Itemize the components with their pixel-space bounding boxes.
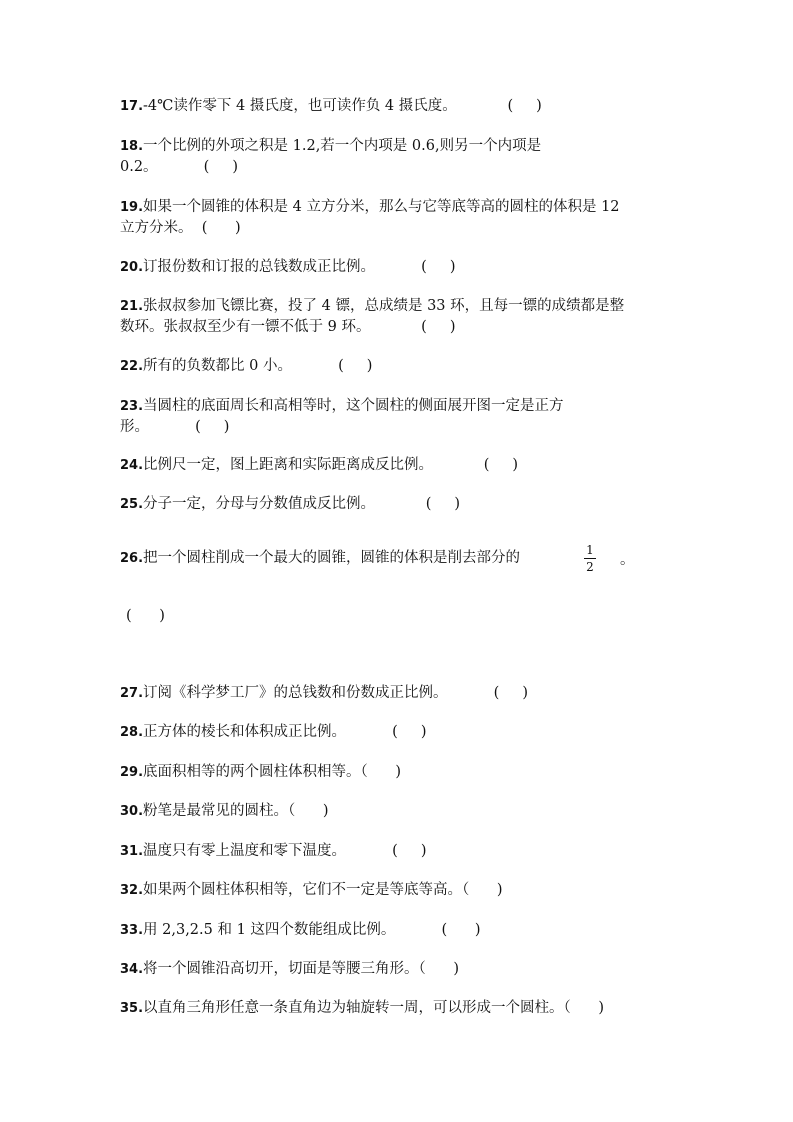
question-text: 温度只有零上温度和零下温度。 ( ): [143, 843, 427, 859]
question-26: [120, 548, 680, 569]
question-text: 比例尺一定，图上距离和实际距离成反比例。 ( ): [143, 457, 519, 473]
question-29: [120, 762, 680, 783]
question-number: 31.: [120, 844, 144, 859]
fraction-numerator: 1: [586, 543, 594, 557]
question-text: -4℃读作零下 4 摄氏度，也可读作负 4 摄氏度。 ( ): [143, 98, 542, 114]
question-number: 28.: [120, 725, 144, 740]
question-number: 26.: [120, 551, 144, 566]
question-number: 20.: [120, 260, 144, 275]
question-text: 将一个圆锥沿高切开，切面是等腰三角形。（ ): [143, 961, 460, 977]
question-number: 18.: [120, 139, 144, 154]
question-number: 19.: [120, 200, 144, 215]
question-32: [120, 880, 680, 901]
question-number: 29.: [120, 765, 144, 780]
question-35: [120, 998, 680, 1019]
fraction-bar: [584, 558, 596, 559]
question-number: 35.: [120, 1001, 144, 1016]
question-27: [120, 683, 680, 704]
question-34: [120, 959, 680, 980]
question-text: 把一个圆柱削成一个最大的圆锥，圆锥的体积是削去部分的: [143, 550, 521, 566]
question-text: 所有的负数都比 0 小。 ( ): [143, 358, 373, 374]
question-number: 33.: [120, 923, 144, 938]
question-text: 如果两个圆柱体积相等，它们不一定是等底等高。（ ): [143, 882, 503, 898]
question-31: [120, 841, 680, 862]
question-number: 34.: [120, 962, 144, 977]
question-25: [120, 494, 680, 515]
question-text: 张叔叔参加飞镖比赛，投了 4 镖，总成绩是 33 环，且每一镖的成绩都是整 数环。张叔叔至少有一镖不低于 9 环。 ( ): [120, 298, 625, 335]
question-number: 23.: [120, 399, 144, 414]
question-23: [120, 396, 680, 437]
question-20: [120, 257, 680, 278]
question-30: [120, 801, 680, 822]
question-number: 17.: [120, 99, 144, 114]
question-text: 订阅《科学梦工厂》的总钱数和份数成正比例。 ( ): [143, 685, 528, 701]
question-number: 30.: [120, 804, 144, 819]
fraction-denominator: 2: [586, 560, 594, 574]
question-number: 25.: [120, 497, 144, 512]
question-text: 订报份数和订报的总钱数成正比例。 ( ): [143, 259, 456, 275]
question-text: 当圆柱的底面周长和高相等时，这个圆柱的侧面展开图一定是正方 形。 ( ): [120, 398, 564, 435]
question-text: 一个比例的外项之积是 1.2,若一个内项是 0.6,则另一个内项是 0.2。 ( ): [120, 138, 542, 175]
question-number: 22.: [120, 359, 144, 374]
question-text: 用 2,3,2.5 和 1 这四个数能组成比例。 ( ): [143, 922, 481, 938]
question-number: 32.: [120, 883, 144, 898]
question-text: 粉笔是最常见的圆柱。（ ): [143, 803, 329, 819]
question-text: 分子一定，分母与分数值成反比例。 ( ): [143, 496, 461, 512]
question-26-period: 。: [620, 552, 635, 568]
fraction: [584, 543, 596, 574]
question-number: 24.: [120, 458, 144, 473]
question-33: [120, 920, 680, 941]
question-number: 21.: [120, 299, 144, 314]
question-19: [120, 197, 680, 238]
question-28: [120, 722, 680, 743]
question-22: [120, 356, 680, 377]
question-text: 底面积相等的两个圆柱体积相等。（ ): [143, 764, 402, 780]
question-24: [120, 455, 680, 476]
question-text: 正方体的棱长和体积成正比例。 ( ): [143, 724, 427, 740]
question-17: [120, 96, 680, 117]
question-26-answer-blank: ( ): [126, 608, 165, 624]
question-text: 以直角三角形任意一条直角边为轴旋转一周，可以形成一个圆柱。（ ): [143, 1000, 605, 1016]
question-21: [120, 296, 680, 337]
question-number: 27.: [120, 686, 144, 701]
question-18: [120, 136, 680, 177]
question-text: 如果一个圆锥的体积是 4 立方分米，那么与它等底等高的圆柱的体积是 12 立方分米。 ( ): [120, 199, 620, 236]
